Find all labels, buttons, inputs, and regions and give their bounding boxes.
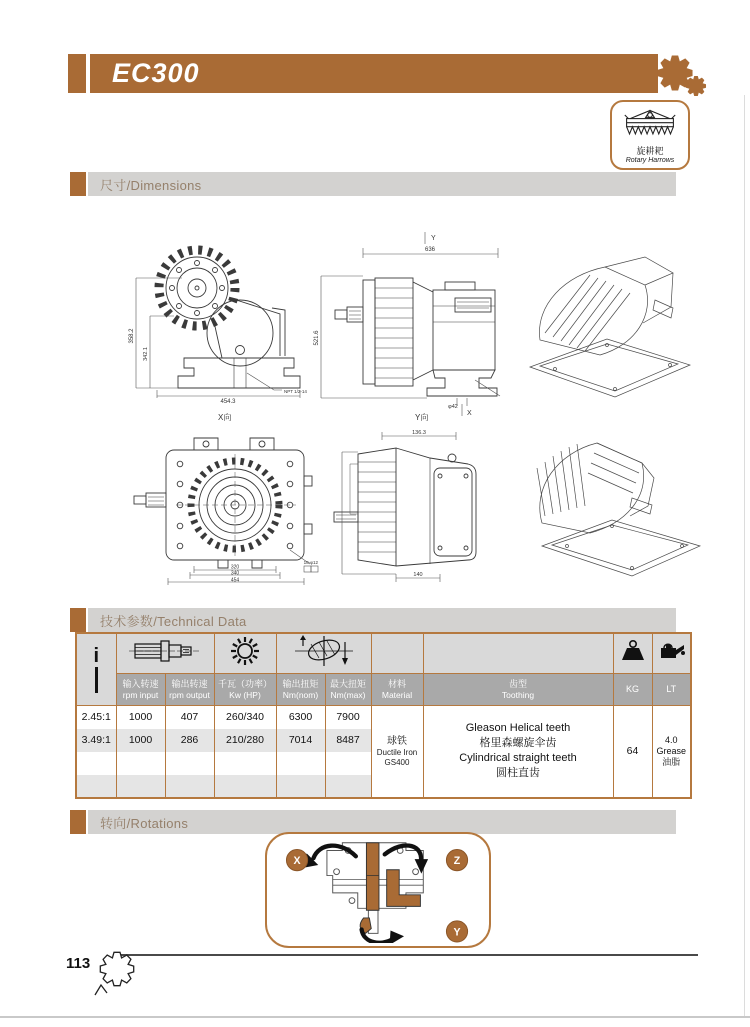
dim-side-width: 636 <box>424 247 436 253</box>
drawing-side-view <box>305 230 505 418</box>
header-rpm-output: 输出转速 rpm output <box>165 674 214 706</box>
section-rotations-header <box>88 810 676 834</box>
drawing-x-view <box>132 424 332 586</box>
oil-can-icon <box>656 639 686 663</box>
section-dimensions-title: 尺寸/Dimensions <box>100 177 202 193</box>
section-technical-title: 技术参数/Technical Data <box>100 613 247 629</box>
header-rpm-input: 输入转速 rpm input <box>116 674 165 706</box>
rpm-input-value: 1000 <box>116 706 165 729</box>
dim-side-height: 521.6 <box>314 330 320 346</box>
axis-badge-y: Y <box>453 926 461 939</box>
view-y-label: Y向 <box>415 413 429 422</box>
technical-data-table <box>75 632 692 799</box>
header-kg: KG <box>613 674 652 706</box>
ratio-symbol: i <box>93 644 100 667</box>
rotary-harrow-icon <box>619 106 681 142</box>
dim-x-1: 320 <box>230 564 240 571</box>
dim-side-shaft: φ42 <box>448 404 458 410</box>
ratio-header-cell <box>76 633 116 706</box>
rotations-diagram-box <box>265 832 491 948</box>
toothing-icon-cell <box>423 633 613 674</box>
ratio-value: 2.45:1 <box>76 706 116 729</box>
dim-front-width: 454.3 <box>220 399 236 405</box>
category-badge <box>610 100 690 170</box>
section-accent-square <box>70 810 86 834</box>
ratio-value: 3.49:1 <box>76 729 116 752</box>
header-toothing: 齿型 Toothing <box>423 674 613 706</box>
section-accent-square <box>70 172 86 196</box>
footer-rule <box>113 954 698 956</box>
badge-label-en: Rotary Harrows <box>625 157 675 164</box>
torque-icon <box>289 634 359 668</box>
ratio-bar <box>95 667 99 693</box>
rotations-diagram <box>270 837 486 943</box>
kg-value: 64 <box>613 706 652 798</box>
section-accent-square <box>70 608 86 632</box>
drawing-isometric-top <box>495 245 705 405</box>
weight-kg-icon <box>620 639 646 663</box>
weight-icon-cell <box>613 633 652 674</box>
axis-x-label: X <box>467 410 472 417</box>
page-number: 113 <box>66 955 91 972</box>
gear-icon <box>640 52 712 104</box>
badge-label-zh: 旋耕耙 <box>636 146 664 156</box>
section-technical-header <box>88 608 676 632</box>
nm-nom-value: 6300 <box>276 706 325 729</box>
dim-y-bottom: 140 <box>413 572 423 578</box>
axis-badge-z: Z <box>453 854 461 867</box>
kw-value: 260/340 <box>214 706 276 729</box>
rpm-output-value: 407 <box>165 706 214 729</box>
rpm-input-value: 1000 <box>116 729 165 752</box>
header-nm-max: 最大扭矩 Nm(max) <box>325 674 371 706</box>
title-accent-square <box>68 54 86 93</box>
oil-icon-cell <box>652 633 691 674</box>
section-dimensions-header <box>88 172 676 196</box>
shaft-icon-cell <box>116 633 214 674</box>
dim-y-top: 136.3 <box>412 430 426 436</box>
section-rotations-title: 转向/Rotations <box>100 815 189 831</box>
lt-value: 4.0 Grease 油脂 <box>652 706 691 798</box>
rpm-output-value: 286 <box>165 729 214 752</box>
dim-x-3: 454 <box>230 577 240 584</box>
header-material: 材料 Material <box>371 674 423 706</box>
nm-max-value: 8487 <box>325 729 371 752</box>
power-icon-cell <box>214 633 276 674</box>
page-bottom-rule <box>0 1016 750 1018</box>
sun-power-icon <box>228 634 262 668</box>
dim-x-note: 10-φ12 <box>303 560 318 565</box>
nm-max-value: 7900 <box>325 706 371 729</box>
title-bar <box>90 54 648 93</box>
kw-value: 210/280 <box>214 729 276 752</box>
header-nm-nom: 输出扭矩 Nm(nom) <box>276 674 325 706</box>
view-x-label: X向 <box>218 413 232 422</box>
dim-front-height: 358.2 <box>129 328 135 344</box>
table-row <box>76 706 691 729</box>
header-kw: 千瓦（功率） Kw (HP) <box>214 674 276 706</box>
material-icon-cell <box>371 633 423 674</box>
dim-front-height-inner: 342.1 <box>143 347 149 361</box>
torque-icon-cell <box>276 633 371 674</box>
shaft-icon <box>127 636 203 666</box>
footer-gear-icon <box>93 947 139 999</box>
axis-badge-x: X <box>293 854 301 867</box>
toothing-cell: Gleason Helical teeth 格里森螺旋伞齿 Cylindrical straight teeth 圆柱直齿 <box>423 706 613 798</box>
page-edge-line <box>744 95 745 1016</box>
nm-nom-value: 7014 <box>276 729 325 752</box>
dim-x-2: 340 <box>230 570 240 577</box>
header-lt: LT <box>652 674 691 706</box>
drawing-y-view <box>330 424 490 586</box>
dim-front-note: NPT 1/2-14 <box>284 389 307 394</box>
drawing-isometric-bottom <box>482 418 707 590</box>
material-cell: 球铁 Ductile Iron GS400 <box>371 706 423 798</box>
page-title: EC300 <box>112 58 200 88</box>
axis-y-label: Y <box>431 235 436 242</box>
